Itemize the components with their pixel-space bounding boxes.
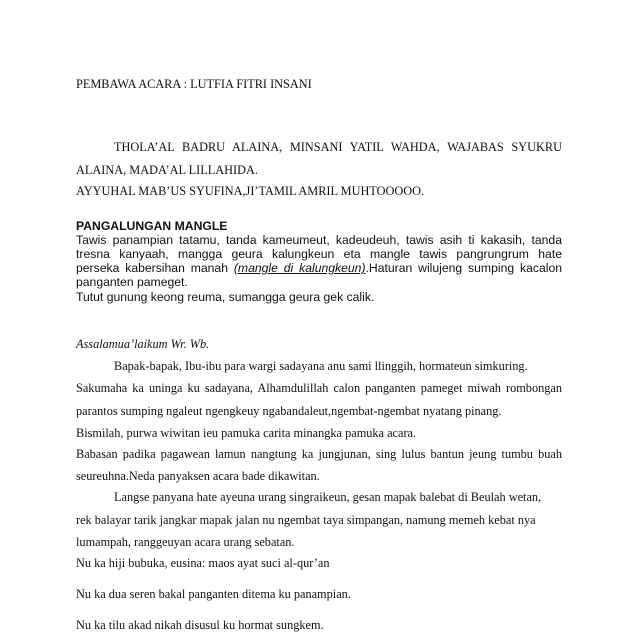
mangle-line-3: [76, 261, 562, 275]
paragraph-4-line-1: Babasan padika pagawean lamun nangtung ka jungjunan, sing lulus bantun jeung tumbu buah: [76, 447, 562, 461]
paragraph-5-line-1: Langse panyana hate ayeuna urang singraikeun, gesan mapak balebat di Beulah wetan,: [114, 490, 542, 504]
agenda-item-2: Nu ka dua seren bakal panganten ditema ku panampian.: [76, 587, 351, 601]
paragraph-5-line-2: rek balayar tarik jangkar mapak jalan nu ngembat taya simpangan, namung memeh kebat nya: [76, 513, 536, 527]
agenda-item-3: Nu ka tilu akad nikah disusul ku hormat sungkem.: [76, 618, 324, 632]
mangle-line-4: panganten pameget.: [76, 275, 188, 289]
section-title-pangalungan-mangle: PANGALUNGAN MANGLE: [76, 219, 228, 233]
mangle-instruction-link: (mangle di kalungkeun): [233, 261, 366, 275]
opening-line-3: AYYUHAL MAB’US SYUFINA,JI’TAMIL AMRIL MUHTOOOOO.: [76, 184, 425, 198]
paragraph-1: Bapak-bapak, Ibu-ibu para wargi sadayana anu sami llinggih, hormateun simkuring.: [114, 359, 528, 373]
mangle-line-3-start: perseka kabersihan manah: [76, 261, 234, 275]
mangle-line-1: Tawis panampian tatamu, tanda kameumeut, kadeudeuh, tawis asih ti kakasih, tanda: [76, 233, 562, 247]
agenda-item-1: Nu ka hiji bubuka, eusina: maos ayat suci al-qur’an: [76, 556, 330, 570]
opening-line-1: THOLA’AL BADRU ALAINA, MINSANI YATIL WAHDA, WAJABAS SYUKRU: [114, 140, 562, 154]
mangle-line-3-end: .Haturan wilujeng sumping kacalon: [365, 261, 562, 275]
paragraph-2-line-1: Sakumaha ka uninga ku sadayana, Alhamdulillah calon panganten pameget miwah rombongan: [76, 381, 562, 395]
paragraph-3: Bismilah, purwa wiwitan ieu pamuka carita minangka pamuka acara.: [76, 426, 417, 440]
paragraph-4-line-2: seureuhna.Neda panyaksen acara bade dikawitan.: [76, 469, 320, 483]
paragraph-5-line-3: lumampah, ranggeuyan acara urang sebatan.: [76, 535, 295, 549]
mangle-line-5: Tutut gunung keong reuma, sumangga geura gek calik.: [76, 290, 375, 304]
opening-line-2: ALAINA, MADA’AL LILLAHIDA.: [76, 163, 258, 177]
paragraph-2-line-2: parantos sumping ngaleut ngengkeuy ngabandaleut,ngembat-ngembat nyatang pinang.: [76, 404, 502, 418]
mangle-line-2: tresna kanyaah, mangga geura kalungkeun eta mangle tawis pangrungrum hate: [76, 247, 562, 261]
presenter-line: PEMBAWA ACARA : LUTFIA FITRI INSANI: [76, 77, 312, 91]
greeting: Assalamua’laikum Wr. Wb.: [76, 337, 210, 351]
